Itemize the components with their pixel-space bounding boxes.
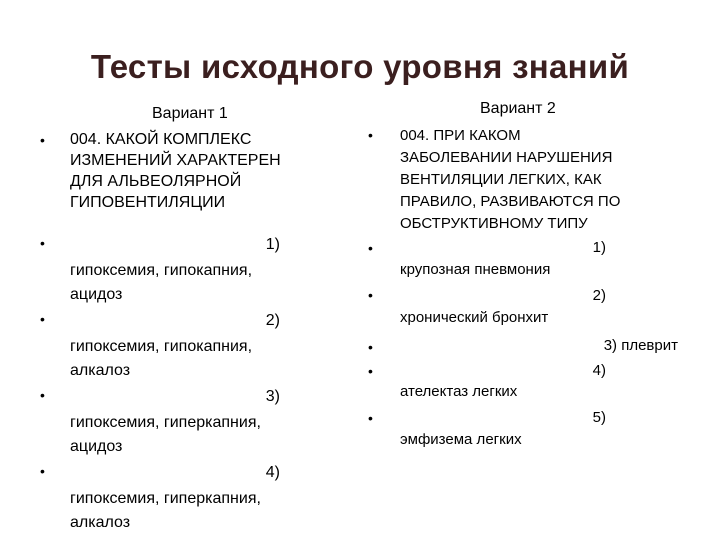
question-line: ДЛЯ АЛЬВЕОЛЯРНОЙ: [70, 173, 242, 190]
bullet: •: [368, 127, 373, 143]
option-text: хронический бронхит: [400, 309, 549, 326]
option-number: 3): [265, 388, 280, 405]
question-line: 004. ПРИ КАКОМ: [400, 127, 521, 144]
bullet: •: [368, 287, 373, 303]
option-number: 4): [592, 362, 606, 379]
option-text: гипоксемия, гиперкапния,: [70, 490, 261, 507]
question-line: ОБСТРУКТИВНОМУ ТИПУ: [400, 215, 588, 232]
question-line: ПРАВИЛО, РАЗВИВАЮТСЯ ПО: [400, 193, 621, 210]
option-number: 2): [265, 312, 280, 329]
question-line: ГИПОВЕНТИЛЯЦИИ: [70, 194, 226, 211]
bullet: •: [40, 311, 45, 327]
option-number: 4): [265, 464, 280, 481]
option-text: алкалоз: [70, 362, 131, 379]
option-text: гипоксемия, гипокапния,: [70, 338, 253, 355]
variant-2-question: [400, 125, 700, 235]
bullet: •: [368, 240, 373, 256]
variant-1-question: [70, 130, 360, 213]
option-number: 2): [592, 287, 606, 304]
bullet: •: [40, 132, 45, 148]
question-line: ЗАБОЛЕВАНИИ НАРУШЕНИЯ: [400, 149, 613, 166]
option-text: ацидоз: [70, 438, 123, 455]
bullet: •: [40, 463, 45, 479]
option-text: гипоксемия, гипокапния,: [70, 262, 253, 279]
option-number: 1): [592, 239, 606, 256]
option-text: гипоксемия, гиперкапния,: [70, 414, 261, 431]
question-line: ВЕНТИЛЯЦИИ ЛЕГКИХ, КАК: [400, 171, 602, 188]
page-title: Тесты исходного уровня знаний: [90, 48, 630, 85]
option-text: алкалоз: [70, 514, 131, 531]
bullet: •: [40, 235, 45, 251]
option-number: 3) плеврит: [603, 337, 678, 354]
option-number: 1): [265, 236, 280, 253]
question-line: 004. КАКОЙ КОМПЛЕКС: [70, 131, 252, 148]
variant-2-heading: Вариант 2: [480, 100, 556, 117]
option-text: ателектаз легких: [400, 383, 518, 400]
variant-1-heading: Вариант 1: [152, 105, 228, 122]
bullet: •: [368, 339, 373, 355]
question-line: ИЗМЕНЕНИЙ ХАРАКТЕРЕН: [70, 152, 281, 169]
bullet: •: [368, 363, 373, 379]
bullet: •: [368, 410, 373, 426]
option-text: ацидоз: [70, 286, 123, 303]
option-text: эмфизема легких: [400, 431, 522, 448]
option-number: 5): [592, 409, 606, 426]
option-text: крупозная пневмония: [400, 261, 551, 278]
bullet: •: [40, 387, 45, 403]
